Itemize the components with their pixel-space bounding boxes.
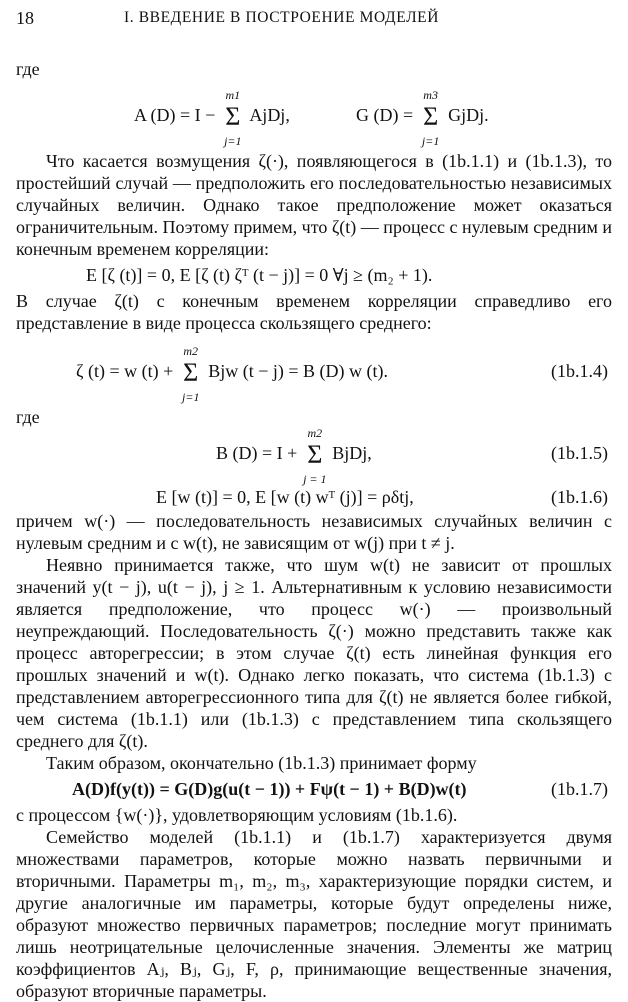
sum-b5-upper: m2 <box>307 426 323 440</box>
equation-1b-1-5 <box>16 426 612 486</box>
page-body <box>16 58 612 1002</box>
paragraph-model-family: Семейство моделей (1b.1.1) и (1b.1.7) характеризуется двумя множествами параметров, которые можно назвать первичными и вторичными. Параметры m₁, m₂, m₃, характеризующие порядки систем, и другие аналогичные им параметры, которые будут определены ниже, образуют множество первичных параметров; последние могут принимать лишь неотрицательные целочисленные значения. Элементы же матриц коэффициентов Aⱼ, Bⱼ, Gⱼ, F, ρ, принимающие вещественные значения, образуют вторичные параметры. <box>16 827 612 1001</box>
equation-1b-1-5-rhs: BjDj, <box>332 443 372 464</box>
page-header <box>16 8 616 34</box>
equation-1b-1-7-body: A(D)f(y(t)) = G(D)g(u(t − 1)) + Fψ(t − 1) + B(D)w(t) <box>72 779 467 799</box>
sum-b4-upper: m2 <box>183 344 199 358</box>
equation-1b-1-6 <box>16 482 612 510</box>
paragraph-moving-average: В случае ζ(t) с конечным временем корреляции справедливо его представление в виде процесса скользящего среднего: <box>16 291 612 333</box>
equation-a-g <box>16 80 612 150</box>
equation-number-1b-1-4: (1b.1.4) <box>551 361 608 381</box>
equation-number-1b-1-7: (1b.1.7) <box>551 779 608 799</box>
label-gde-1: где <box>16 59 40 79</box>
paragraph-noise-independence: Неявно принимается также, что шум w(t) не зависит от прошлых значений y(t − j), u(t − j), j ≥ 1. Альтернативным к условию независимости является предположение, что процесс w(·) — произвольный неупреждающий. Последовательность ζ(·) можно представить также как процесс авторегрессии; в этом случае ζ(t) есть линейная функция его прошлых значений и w(t). Однако легко показать, что система (1b.1.3) с представлением авторегрессионного типа для ζ(t) не является более гибкой, чем система (1b.1.1) или (1b.1.3) с представлением типа скользящего среднего для ζ(t). <box>16 555 612 751</box>
equation-a-lhs: A (D) = I − <box>134 105 220 126</box>
equation-number-1b-1-6: (1b.1.6) <box>551 487 608 507</box>
sum-symbol-g: m3 Σ j=1 <box>418 104 444 130</box>
sum-g-lower: j=1 <box>421 134 440 148</box>
sum-symbol-a: m1 Σ j=1 <box>220 104 246 130</box>
paragraph-disturbance: Что касается возмущения ζ(·), появляющегося в (1b.1.1) и (1b.1.3), то простейший случай — предположить его последовательностью независимых случайных величин. Однако такое предположение может оказаться ограничительным. Поэтому примем, что ζ(t) — процесс с нулевым средним и конечным временем корреляции: <box>16 151 612 259</box>
equation-number-1b-1-5: (1b.1.5) <box>551 443 608 463</box>
sum-b5-lower: j = 1 <box>303 472 327 486</box>
paragraph-final-form: Таким образом, окончательно (1b.1.3) принимает форму <box>46 753 477 773</box>
sum-symbol-b5: m2 Σ j = 1 <box>302 442 328 468</box>
paragraph-process-conditions: с процессом {w(·)}, удовлетворяющим условиям (1b.1.6). <box>16 805 458 825</box>
equation-a-rhs: AjDj, <box>249 105 290 126</box>
equation-1b-1-7 <box>16 774 612 804</box>
sum-b4-lower: j=1 <box>182 390 200 404</box>
sum-a-upper: m1 <box>225 88 241 102</box>
equation-1b-1-4 <box>16 334 612 404</box>
paragraph-white-noise: причем w(·) — последовательность независимых случайных величин с нулевым средним и с w(t), не зависящим от w(j) при t ≠ j. <box>16 511 612 553</box>
sum-a-lower: j=1 <box>224 134 242 148</box>
page-number: 18 <box>16 8 34 28</box>
equation-1b-1-6-body: E [w (t)] = 0, E [w (t) wᵀ (j)] = ρδtj, <box>156 487 414 507</box>
sum-g-upper: m3 <box>423 88 438 102</box>
sum-symbol-b4: m2 Σ j=1 <box>178 360 204 386</box>
label-gde-2: где <box>16 407 40 427</box>
equation-correlation <box>16 264 612 290</box>
equation-correlation-body: E [ζ (t)] = 0, E [ζ (t) ζᵀ (t − j)] = 0 ∀j ≥ (m₂ + 1). <box>86 265 433 285</box>
equation-1b-1-4-lhs: ζ (t) = w (t) + <box>76 361 178 382</box>
equation-g-lhs: G (D) = <box>356 105 418 126</box>
equation-1b-1-5-lhs: B (D) = I + <box>216 443 302 464</box>
running-title: I. ВВЕДЕНИЕ В ПОСТРОЕНИЕ МОДЕЛЕЙ <box>124 9 440 26</box>
equation-g-rhs: GjDj. <box>448 105 489 126</box>
equation-1b-1-4-rhs: Bjw (t − j) = B (D) w (t). <box>208 361 389 382</box>
